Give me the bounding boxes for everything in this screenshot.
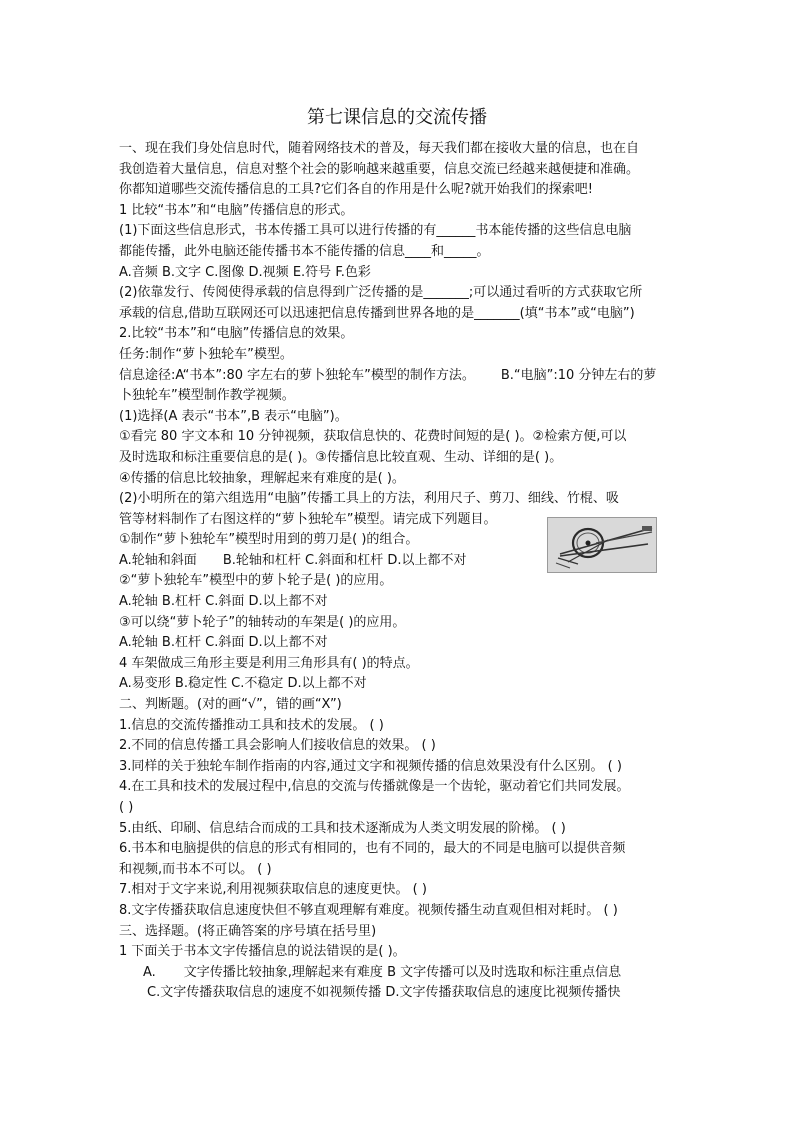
sub-question-4-options: A.易变形 B.稳定性 C.不稳定 D.以上都不对 (119, 676, 367, 692)
judge-7: 7.相对于文字来说,利用视频获取信息的速度更快。 ( ) (119, 882, 427, 898)
info-way-line-2: 卜独轮车”模型制作教学视频。 (119, 388, 295, 404)
option-c: C.斜面和杠杆 (305, 552, 384, 568)
question-2-heading: 2.比较“书本”和“电脑”传播信息的效果。 (119, 326, 354, 342)
option-d: D.以上都不对 (387, 552, 467, 568)
option-a-label: A. (143, 964, 156, 980)
option-a: 文字传播比较抽象,理解起来有难度 (183, 964, 383, 980)
info-way-line (119, 366, 679, 387)
intro-line-2: 我创造着大量信息，信息对整个社会的影响越来越重要，信息交流已经越来越便捷和准确。 (119, 161, 640, 177)
option-a: A.轮轴和斜面 (119, 552, 197, 568)
question-1-options (119, 263, 679, 284)
radish-unicycle-image (548, 518, 656, 572)
judge-2: 2.不同的信息传播工具会影响人们接收信息的效果。 ( ) (119, 738, 436, 754)
choice-1-options-cd: C.文字传播获取信息的速度不如视频传播 D.文字传播获取信息的速度比视频传播快 (147, 985, 621, 1001)
option-c: C.图像 (205, 264, 245, 280)
option-d: D.视频 (248, 264, 289, 280)
selection-1-line-3: ④传播的信息比较抽象，理解起来有难度的是( )。 (119, 470, 405, 486)
intro-line-1: 一、现在我们身处信息时代，随着网络技术的普及，每天我们都在接收大量的信息，也在自 (119, 141, 640, 156)
selection-1-line-2: 及时选取和标注重要信息的是( )。③传播信息比较直观、生动、详细的是( )。 (119, 449, 563, 465)
sub-question-3: ③可以绕“萝卜轮子”的轴转动的车架是( )的应用。 (119, 614, 406, 630)
sub-question-2: ②“萝卜独轮车”模型中的萝卜轮子是( )的应用。 (119, 573, 393, 589)
question-1-heading: 1 比较“书本”和“电脑”传播信息的形式。 (119, 202, 354, 218)
radish-unicycle-photo (547, 517, 657, 573)
judge-3: 3.同样的关于独轮车制作指南的内容,通过文字和视频传播的信息效果没有什么区别。 ( ) (119, 758, 622, 774)
info-way-a: 信息途径:A“书本”:80 字左右的萝卜独轮车”模型的制作方法。 (119, 367, 475, 383)
task-line: 任务:制作“萝卜独轮车”模型。 (119, 346, 293, 362)
judge-4-line-2: ( ) (119, 800, 134, 815)
sub-question-2-options: A.轮轴 B.杠杆 C.斜面 D.以上都不对 (119, 594, 328, 610)
selection-1-heading: (1)选择(A 表示“书本”,B 表示“电脑”)。 (119, 408, 348, 424)
option-b: B 文字传播可以及时选取和标注重点信息 (387, 964, 622, 980)
judge-5: 5.由纸、印刷、信息结合而成的工具和技术逐渐成为人类文明发展的阶梯。 ( ) (119, 820, 566, 836)
option-b: B.文字 (161, 264, 202, 280)
question-1-2-line-2: 承载的信息,借助互联网还可以迅速把信息传播到世界各地的是_______(填“书本”或“电脑”) (119, 305, 635, 321)
question-1-1-line-1: (1)下面这些信息形式，书本传播工具可以进行传播的有______书本能传播的这些信息电脑 (119, 223, 632, 239)
question-1-2-line-1: (2)依靠发行、传阅使得承载的信息得到广泛传播的是_______;可以通过看听的方式获取它所 (119, 285, 643, 301)
choice-1: 1 下面关于书本文字传播信息的说法错误的是( )。 (119, 944, 406, 960)
selection-1-line-1: ①看完 80 字文本和 10 分钟视频，获取信息快的、花费时间短的是( )。②检索方便,可以 (119, 429, 627, 445)
sub-question-1: ①制作“萝卜独轮车”模型时用到的剪刀是( )的组合。 (119, 532, 419, 548)
page-title: 第七课信息的交流传播 (307, 107, 487, 128)
judge-6-line-1: 6.书本和电脑提供的信息的形式有相同的，也有不同的，最大的不同是电脑可以提供音频 (119, 841, 626, 857)
option-f: F.色彩 (335, 264, 371, 280)
judge-8: 8.文字传播获取信息速度快但不够直观理解有难度。视频传播生动直观但相对耗时。 ( ) (119, 902, 618, 918)
selection-2-line-1: (2)小明所在的第六组选用“电脑”传播工具上的方法，利用尺子、剪刀、细线、竹棍、吸 (119, 491, 619, 507)
judge-6-line-2: 和视频,而书本不可以。 ( ) (119, 861, 272, 877)
choice-1-options-ab (119, 963, 679, 984)
question-1-1-line-2: 都能传播，此外电脑还能传播书本不能传播的信息____和_____。 (119, 243, 490, 259)
option-e: E.符号 (292, 264, 332, 280)
sub-question-4: 4 车架做成三角形主要是利用三角形具有( )的特点。 (119, 655, 419, 671)
selection-2-line-2: 管等材料制作了右图这样的“萝卜独轮车”模型。请完成下列题目。 (119, 511, 497, 527)
choice-heading: 三、选择题。(将正确答案的序号填在括号里) (119, 923, 377, 939)
intro-line-3: 你都知道哪些交流传播信息的工具?它们各自的作用是什么呢?就开始我们的探索吧! (119, 182, 594, 198)
option-a: A.音频 (119, 264, 158, 280)
info-way-b: B.“电脑”:10 分钟左右的萝 (500, 367, 657, 383)
judge-heading: 二、判断题。(对的画“√”，错的画“X”) (119, 697, 342, 713)
option-b: B.轮轴和杠杆 (222, 552, 301, 568)
judge-4-line-1: 4.在工具和技术的发展过程中,信息的交流与传播就像是一个齿轮，驱动着它们共同发展。 (119, 779, 630, 795)
sub-question-3-options: A.轮轴 B.杠杆 C.斜面 D.以上都不对 (119, 635, 328, 651)
judge-1: 1.信息的交流传播推动工具和技术的发展。 ( ) (119, 717, 384, 733)
